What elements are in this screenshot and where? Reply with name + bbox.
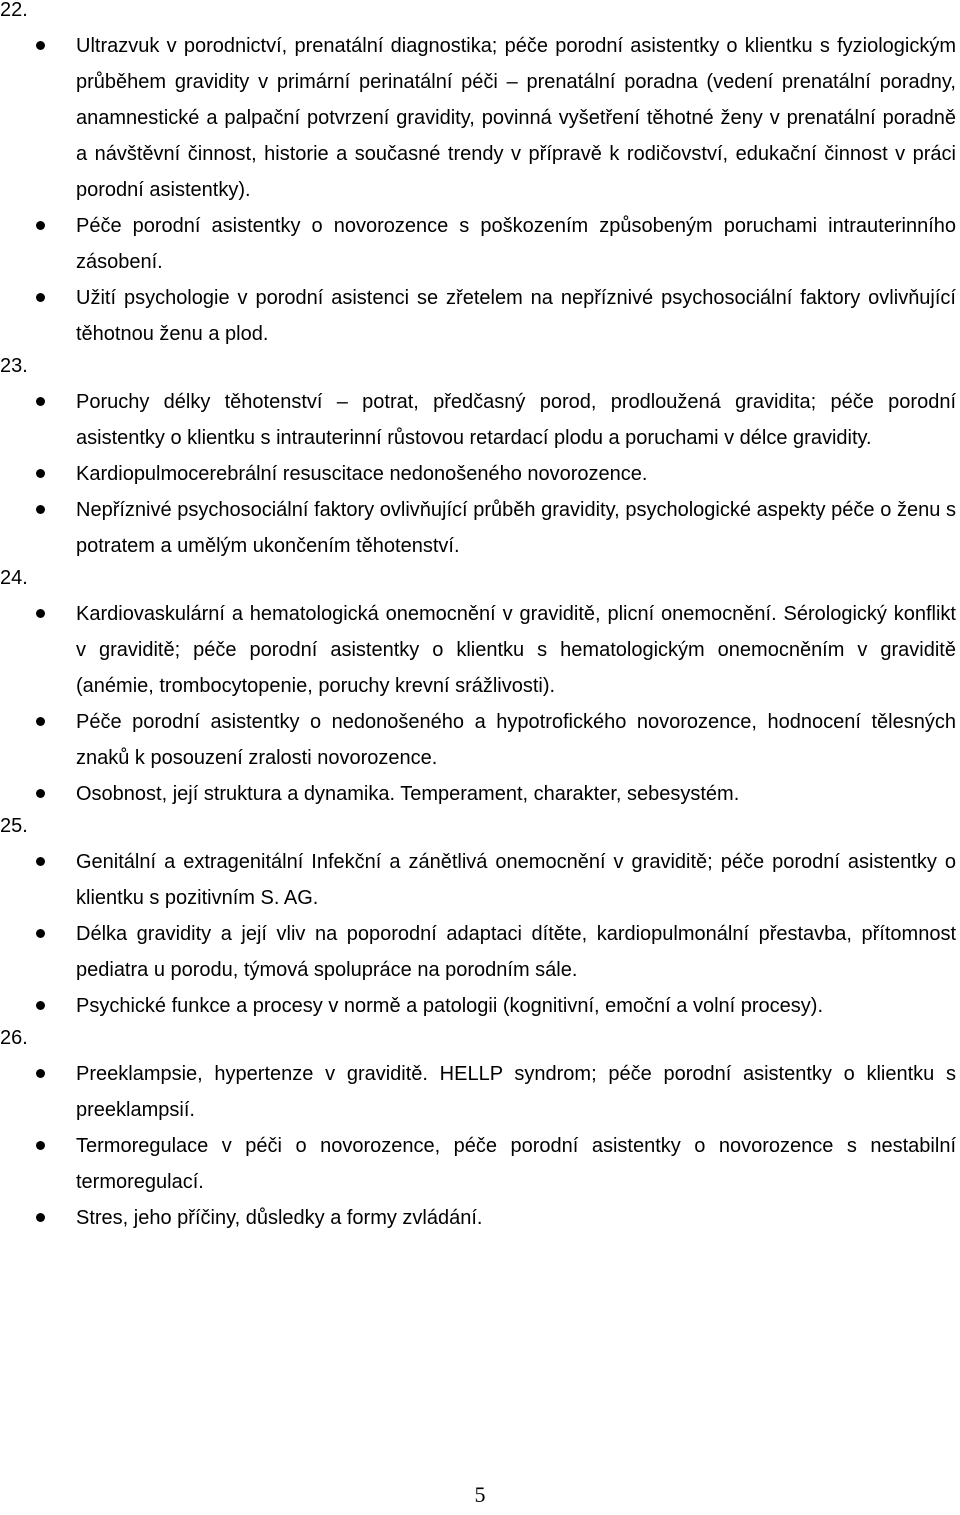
section-number: 25. bbox=[0, 815, 28, 837]
item-list bbox=[0, 384, 960, 564]
list-item bbox=[0, 704, 960, 776]
bullet-icon bbox=[36, 717, 45, 726]
list-item bbox=[0, 916, 960, 988]
section-number: 23. bbox=[0, 355, 28, 377]
list-item bbox=[0, 456, 960, 492]
section-number: 22. bbox=[0, 0, 28, 21]
list-item-text: Péče porodní asistentky o nedonošeného a hypotrofického novorozence, hodnocení tělesných znaků k posouzení zralosti novorozence. bbox=[76, 711, 956, 769]
bullet-icon bbox=[36, 1069, 45, 1078]
list-item bbox=[0, 1128, 960, 1200]
list-item bbox=[0, 1200, 960, 1236]
list-item-text: Užití psychologie v porodní asistenci se zřetelem na nepříznivé psychosociální faktory ovlivňující těhotnou ženu a plod. bbox=[76, 287, 956, 345]
section-22 bbox=[0, 0, 960, 352]
list-item-text: Psychické funkce a procesy v normě a patologii (kognitivní, emoční a volní procesy). bbox=[76, 995, 824, 1017]
list-item-text: Kardiopulmocerebrální resuscitace nedonošeného novorozence. bbox=[76, 463, 648, 485]
list-item bbox=[0, 28, 960, 208]
list-item-text: Genitální a extragenitální Infekční a zánětlivá onemocnění v graviditě; péče porodní asistentky o klientku s pozitivním S. AG. bbox=[76, 851, 956, 909]
item-list bbox=[0, 1056, 960, 1236]
bullet-icon bbox=[36, 1141, 45, 1150]
list-item-text: Ultrazvuk v porodnictví, prenatální diagnostika; péče porodní asistentky o klientku s fyziologickým průběhem gravidity v primární perinatální péči – prenatální poradna (vedení prenatální poradny, anamnestické a palpační potvrzení gravidity, povinná vyšetření těhotné ženy v prenatální poradně a návštěvní činnost, historie a současné trendy v přípravě k rodičovství, edukační činnost v práci porodní asistentky). bbox=[76, 35, 956, 201]
list-item bbox=[0, 776, 960, 812]
bullet-icon bbox=[36, 397, 45, 406]
bullet-icon bbox=[36, 857, 45, 866]
list-item bbox=[0, 988, 960, 1024]
bullet-icon bbox=[36, 41, 45, 50]
bullet-icon bbox=[36, 293, 45, 302]
list-item bbox=[0, 492, 960, 564]
section-number: 24. bbox=[0, 567, 28, 589]
bullet-icon bbox=[36, 789, 45, 798]
bullet-icon bbox=[36, 469, 45, 478]
list-item-text: Péče porodní asistentky o novorozence s poškozením způsobeným poruchami intrauterinního zásobení. bbox=[76, 215, 956, 273]
list-item-text: Osobnost, její struktura a dynamika. Temperament, charakter, sebesystém. bbox=[76, 783, 740, 805]
list-item-text: Poruchy délky těhotenství – potrat, předčasný porod, prodloužená gravidita; péče porodní asistentky o klientku s intrauterinní růstovou retardací plodu a poruchami v délce gravidity. bbox=[76, 391, 956, 449]
bullet-icon bbox=[36, 929, 45, 938]
bullet-icon bbox=[36, 609, 45, 618]
list-item-text: Délka gravidity a její vliv na poporodní adaptaci dítěte, kardiopulmonální přestavba, přítomnost pediatra u porodu, týmová spolupráce na porodním sále. bbox=[76, 923, 956, 981]
list-item bbox=[0, 596, 960, 704]
list-item-text: Termoregulace v péči o novorozence, péče porodní asistentky o novorozence s nestabilní termoregulací. bbox=[76, 1135, 956, 1193]
bullet-icon bbox=[36, 505, 45, 514]
item-list bbox=[0, 28, 960, 352]
bullet-icon bbox=[36, 1001, 45, 1010]
list-item bbox=[0, 1056, 960, 1128]
section-26 bbox=[0, 1026, 960, 1236]
list-item-text: Nepříznivé psychosociální faktory ovlivňující průběh gravidity, psychologické aspekty péče o ženu s potratem a umělým ukončením těhotenství. bbox=[76, 499, 956, 557]
section-24 bbox=[0, 566, 960, 812]
section-number: 26. bbox=[0, 1027, 28, 1049]
list-item bbox=[0, 208, 960, 280]
bullet-icon bbox=[36, 221, 45, 230]
page-number: 5 bbox=[474, 1482, 486, 1507]
list-item-text: Stres, jeho příčiny, důsledky a formy zvládání. bbox=[76, 1207, 483, 1229]
section-23 bbox=[0, 354, 960, 564]
item-list bbox=[0, 596, 960, 812]
list-item bbox=[0, 280, 960, 352]
section-25 bbox=[0, 814, 960, 1024]
list-item-text: Kardiovaskulární a hematologická onemocnění v graviditě, plicní onemocnění. Sérologický konflikt v graviditě; péče porodní asistentky o klientku s hematologickým onemocněním v graviditě (anémie, trombocytopenie, poruchy krevní srážlivosti). bbox=[76, 603, 956, 697]
list-item bbox=[0, 384, 960, 456]
bullet-icon bbox=[36, 1213, 45, 1222]
item-list bbox=[0, 844, 960, 1024]
list-item bbox=[0, 844, 960, 916]
list-item-text: Preeklampsie, hypertenze v graviditě. HELLP syndrom; péče porodní asistentky o klientku s preeklampsií. bbox=[76, 1063, 956, 1121]
